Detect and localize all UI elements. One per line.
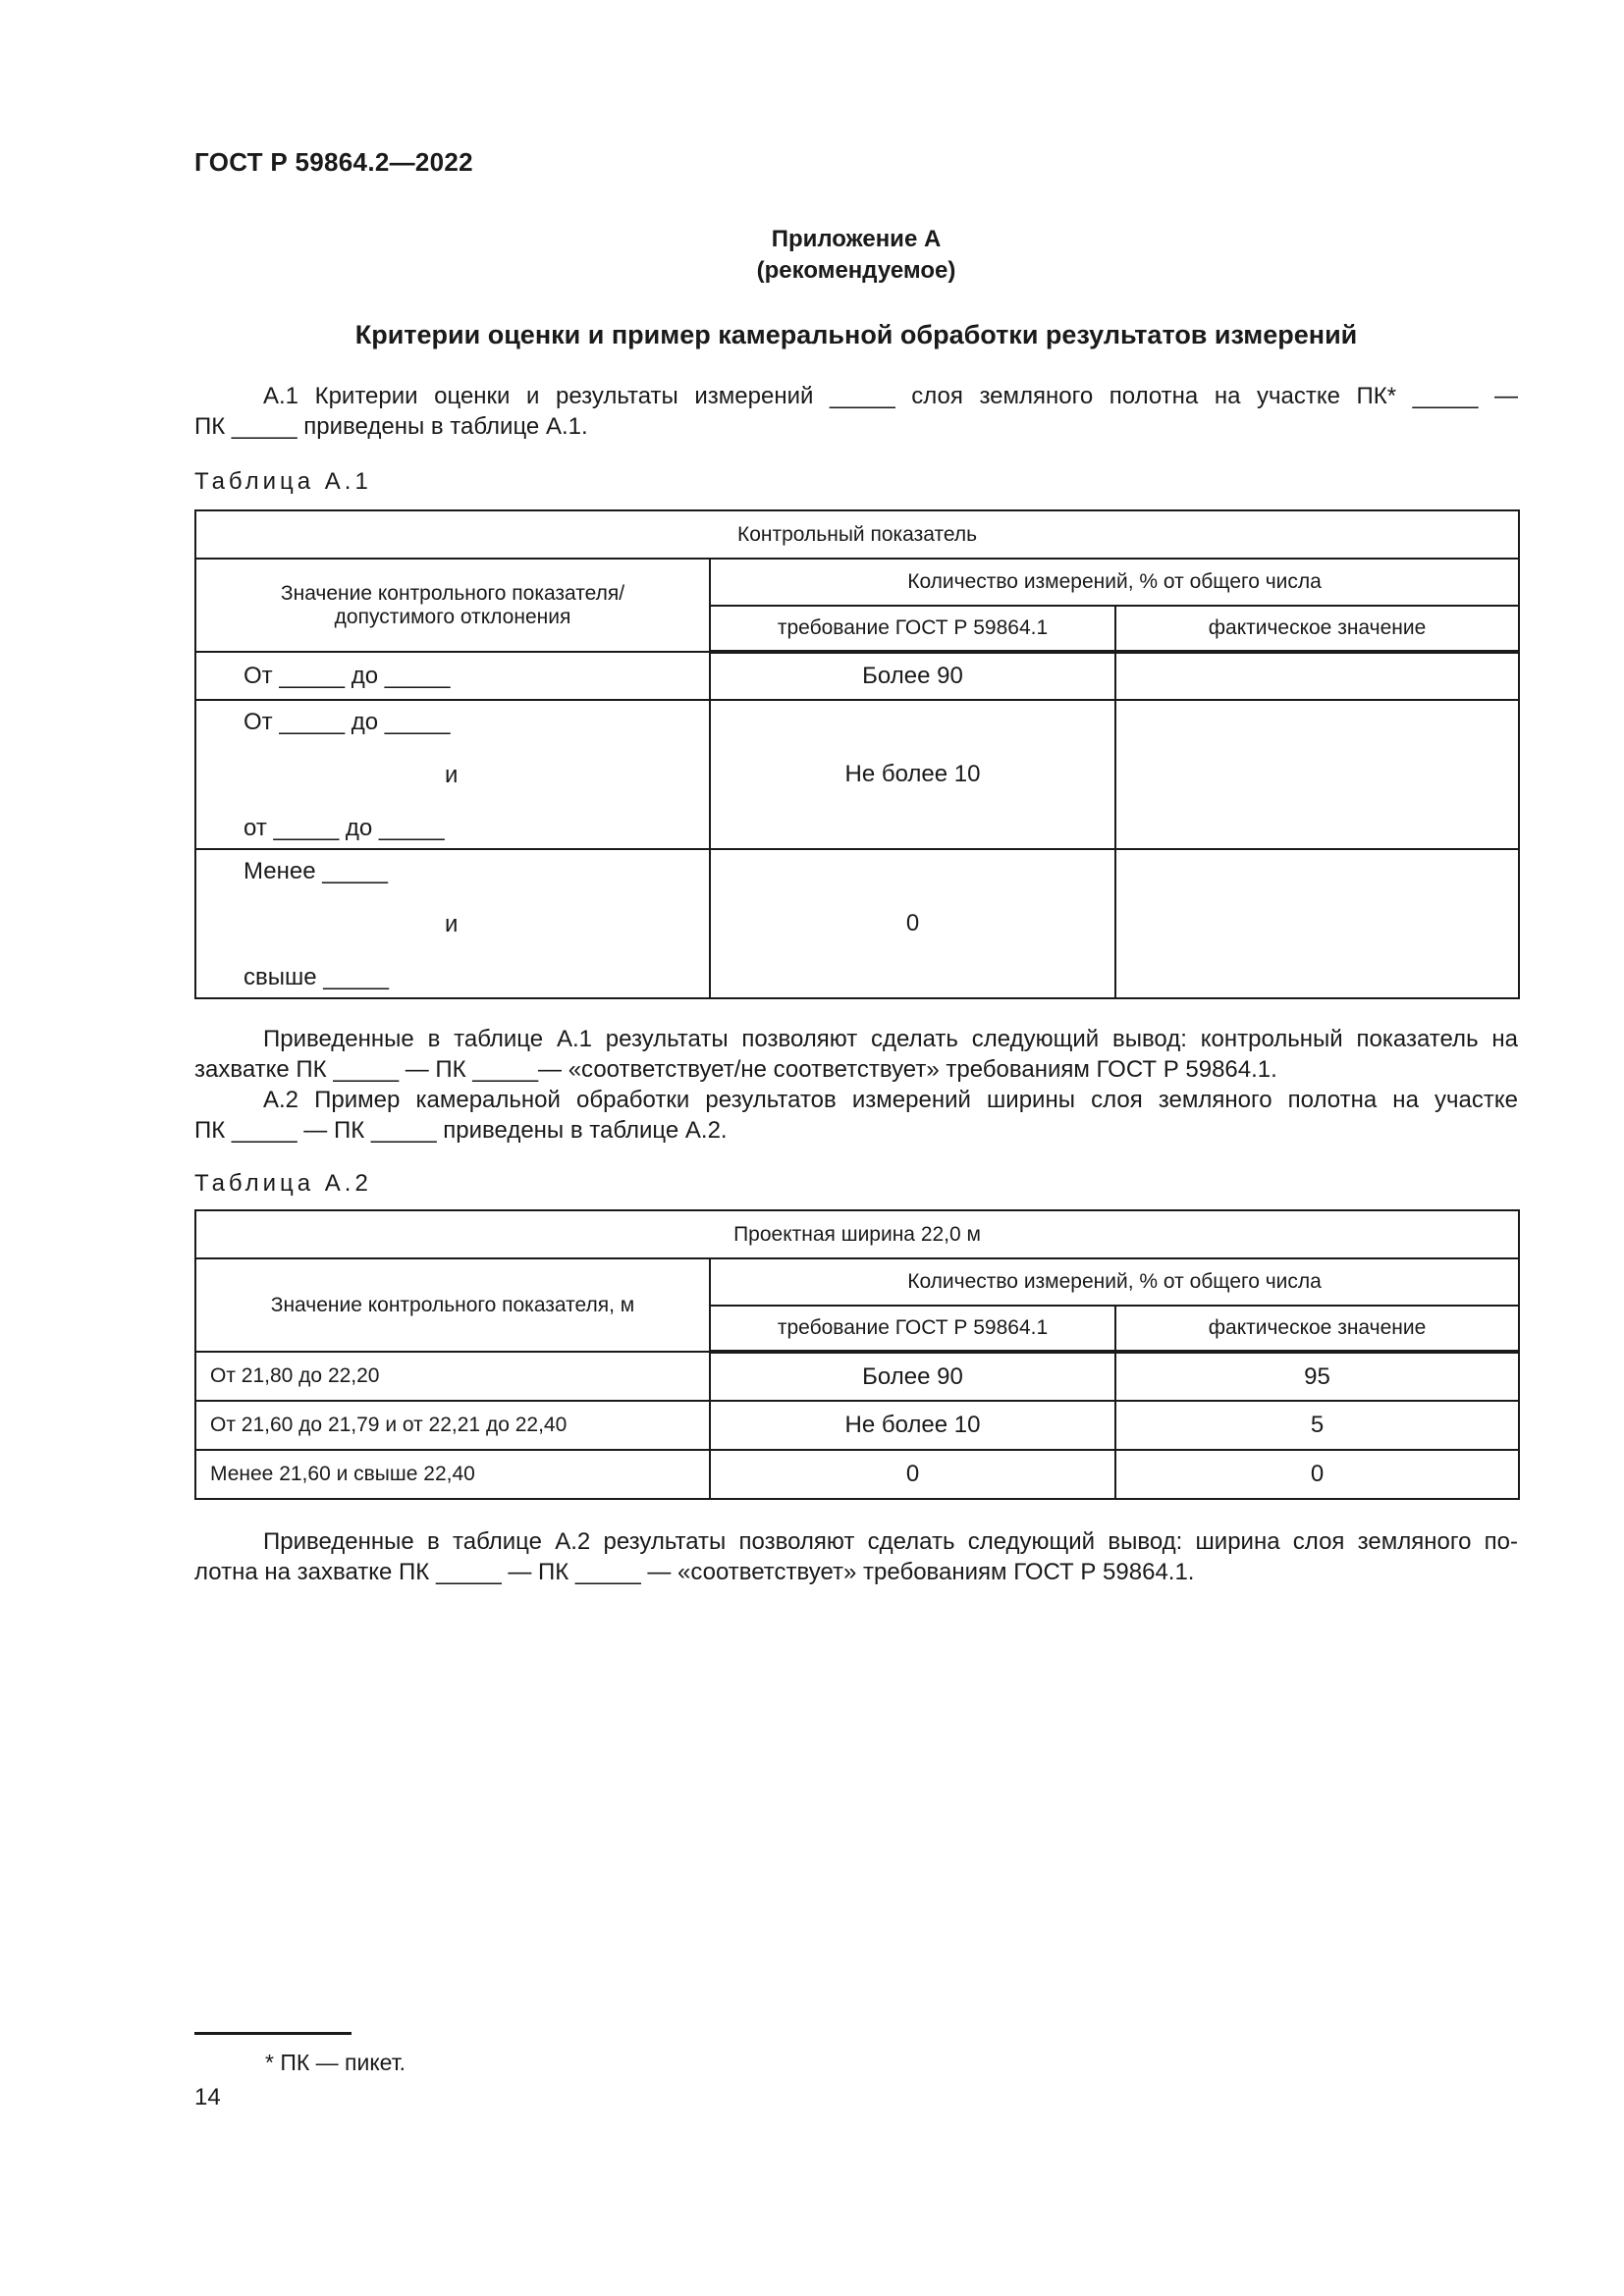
paragraph-line: А.2 Пример камеральной обработки результатов измерений ширины слоя земляного полотна на участке [263,1087,1518,1113]
table-a2-col2-header: требование ГОСТ Р 59864.1 [710,1306,1115,1352]
table-row [195,1352,1519,1401]
table-a2 [194,1209,1520,1500]
table-row [195,849,1519,998]
paragraph-conclusion-a1 [194,1024,1518,1085]
table-cell-value: Менее 21,60 и свыше 22,40 [195,1450,710,1499]
table-a2-caption: Таблица А.2 [194,1170,372,1197]
table-a2-col3-header: фактическое значение [1115,1306,1519,1352]
table-cell-value: От 21,80 до 22,20 [195,1352,710,1401]
footnote: * ПК — пикет. [265,2050,406,2075]
table-a1 [194,509,1520,999]
footnote-divider [194,2032,352,2035]
table-cell-requirement: 0 [710,1450,1115,1499]
table-a2-col1-header: Значение контрольного показателя, м [195,1258,710,1352]
section-heading: Критерии оценки и пример камеральной обработки результатов измерений [354,320,1358,349]
table-cell-actual: 0 [1115,1450,1519,1499]
table-a2-top-header: Проектная ширина 22,0 м [195,1210,1519,1258]
paragraph-conclusion-a2 [194,1526,1518,1587]
paragraph-line: Приведенные в таблице А.1 результаты позволяют сделать следующий вывод: контрольный показатель на [263,1026,1518,1052]
table-cell-value: От _____ до _____ [195,652,710,700]
table-row [195,1401,1519,1450]
table-cell-actual: 95 [1115,1352,1519,1401]
table-cell-actual [1115,700,1519,849]
paragraph-line: захватке ПК _____ — ПК _____— «соответствует/не соответствует» требованиям ГОСТ Р 59864.1. [194,1056,1277,1083]
page-number: 14 [194,2084,221,2110]
range-line: от _____ до _____ [244,815,445,841]
paragraph-a1 [194,381,1518,442]
table-a1-group-header: Количество измерений, % от общего числа [710,559,1519,606]
table-cell-value: От 21,60 до 21,79 и от 22,21 до 22,40 [195,1401,710,1450]
table-cell-actual [1115,652,1519,700]
paragraph-line: лотна на захватке ПК _____ — ПК _____ — «соответствует» требованиям ГОСТ Р 59864.1. [194,1559,1195,1585]
table-cell-requirement: Более 90 [710,1352,1115,1401]
table-row [195,1450,1519,1499]
table-a2-group-header: Количество измерений, % от общего числа [710,1258,1519,1306]
range-line: Менее _____ [244,858,388,884]
table-cell-requirement: Более 90 [710,652,1115,700]
table-cell-value [195,849,710,998]
table-a1-caption: Таблица А.1 [194,468,372,495]
table-a1-col2-header: требование ГОСТ Р 59864.1 [710,606,1115,652]
range-line: От _____ до _____ [244,709,451,735]
appendix-title: Приложение А [771,226,942,252]
table-cell-requirement: 0 [710,849,1115,998]
paragraph-line: А.1 Критерии оценки и результаты измерений _____ слоя земляного полотна на участке ПК* _____ — [263,383,1518,409]
appendix-subtitle: (рекомендуемое) [756,257,956,284]
table-cell-actual [1115,849,1519,998]
table-row [195,700,1519,849]
paragraph-line: ПК _____ приведены в таблице А.1. [194,413,588,440]
table-a1-top-header: Контрольный показатель [195,510,1519,559]
document-id: ГОСТ Р 59864.2—2022 [194,147,473,177]
table-a1-col3-header: фактическое значение [1115,606,1519,652]
paragraph-line: Приведенные в таблице А.2 результаты позволяют сделать следующий вывод: ширина слоя земляного по- [263,1528,1518,1555]
table-cell-requirement: Не более 10 [710,700,1115,849]
range-line: свыше _____ [244,964,390,990]
table-cell-requirement: Не более 10 [710,1401,1115,1450]
paragraph-line: ПК _____ — ПК _____ приведены в таблице А.2. [194,1117,728,1144]
table-cell-value [195,700,710,849]
table-a1-col1-header: Значение контрольного показателя/ допустимого отклонения [195,559,710,652]
paragraph-a2 [194,1085,1518,1146]
range-conjunction: и [445,762,459,788]
range-conjunction: и [445,911,459,937]
table-row [195,652,1519,700]
table-cell-actual: 5 [1115,1401,1519,1450]
